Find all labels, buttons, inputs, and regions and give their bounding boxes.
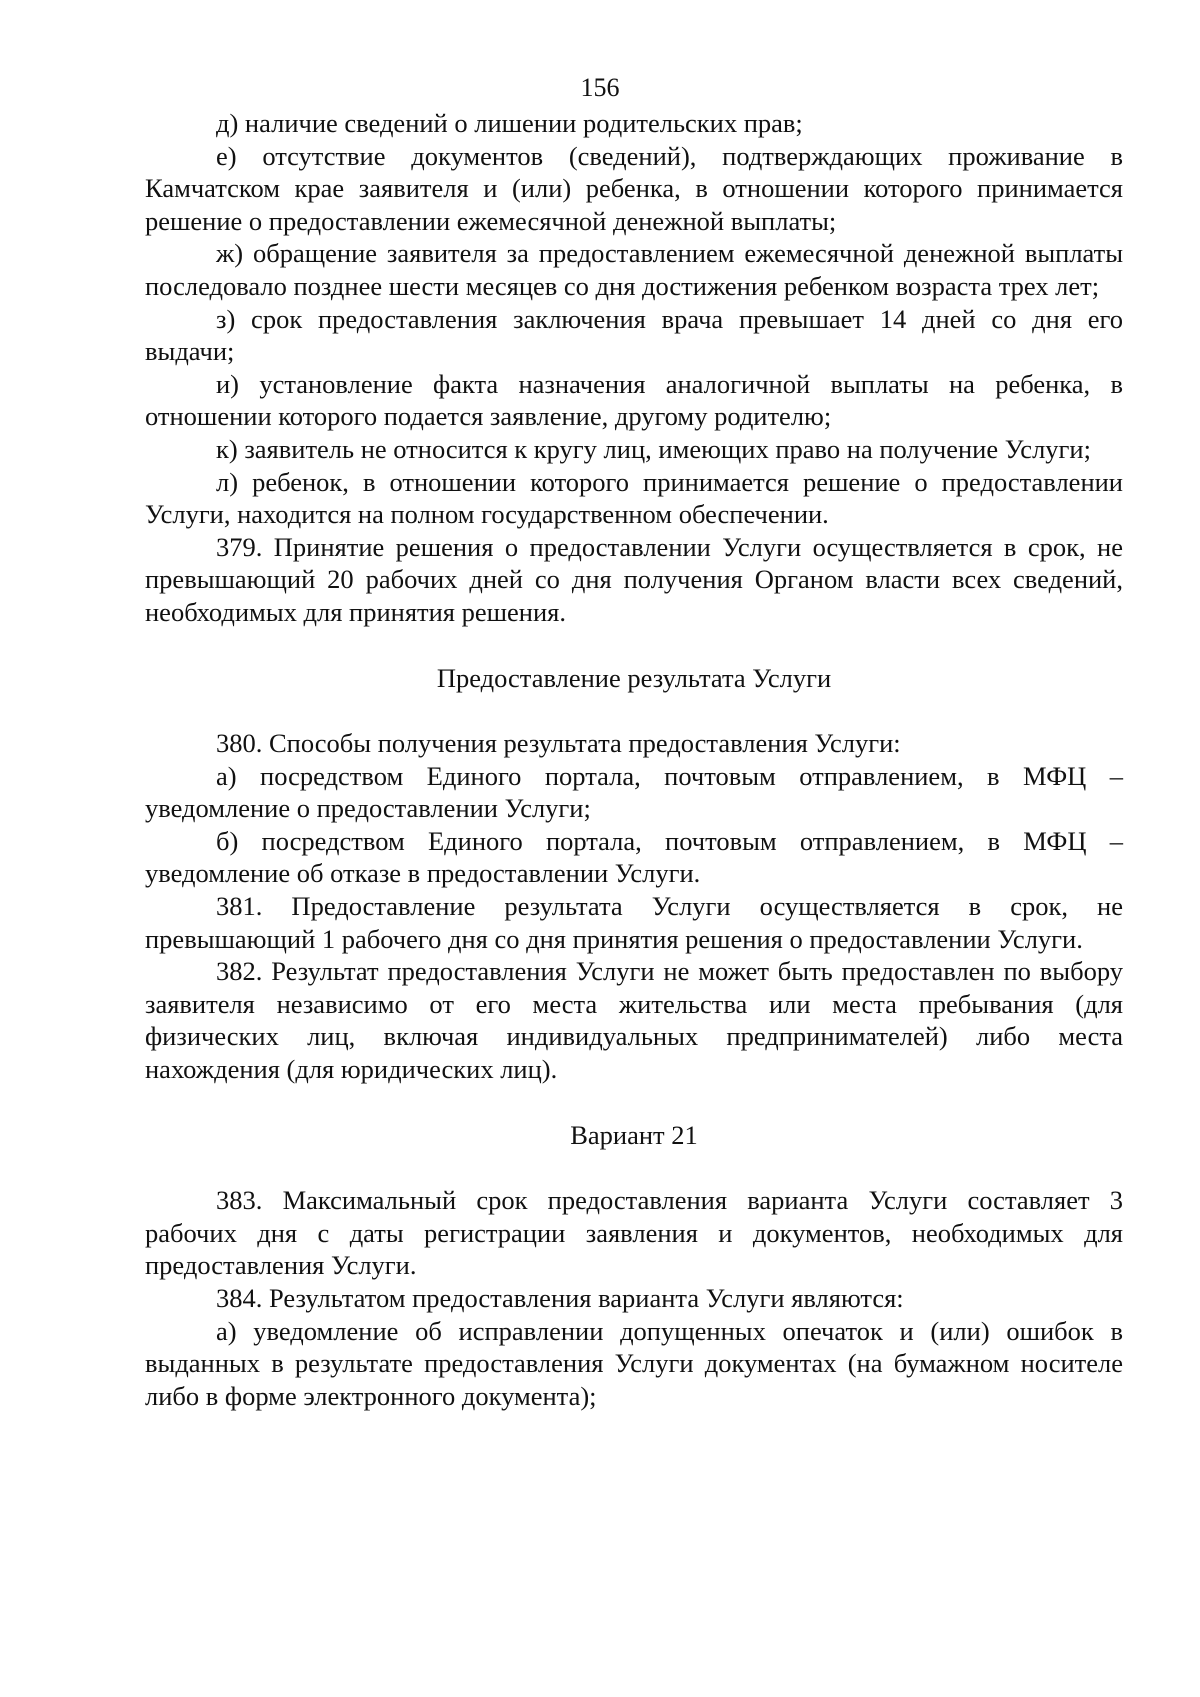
paragraph-380-a: а) посредством Единого портала, почтовым отправлением, в МФЦ – уведомление о предоставлении Услуги; [145,760,1123,824]
document-body [145,107,1123,1412]
paragraph-382: 382. Результат предоставления Услуги не может быть предоставлен по выбору заявителя независимо от его места жительства или места пребывания (для физических лиц, включая индивидуальных предпринимателей) либо места нахождения (для юридических лиц). [145,956,1123,1085]
paragraph-z: з) срок предоставления заключения врача превышает 14 дней со дня его выдачи; [145,303,1123,367]
paragraph-l: л) ребенок, в отношении которого принимается решение о предоставлении Услуги, находится на полном государственном обеспечении. [145,466,1123,530]
paragraph-i: и) установление факта назначения аналогичной выплаты на ребенка, в отношении которого подается заявление, другому родителю; [145,368,1123,432]
paragraph-380: 380. Способы получения результата предоставления Услуги: [216,728,901,759]
paragraph-380-b: б) посредством Единого портала, почтовым отправлением, в МФЦ – уведомление об отказе в предоставлении Услуги. [145,825,1123,889]
page-number: 156 [580,73,620,102]
paragraph-384: 384. Результатом предоставления варианта Услуги являются: [216,1283,904,1313]
section-heading-result: Предоставление результата Услуги [436,662,832,693]
paragraph-zh: ж) обращение заявителя за предоставлением ежемесячной денежной выплаты последовало позднее шести месяцев со дня достижения ребенком возраста трех лет; [145,238,1123,301]
paragraph-e: е) отсутствие документов (сведений), подтверждающих проживание в Камчатском крае заявителя и (или) ребенка, в отношении которого принимается решение о предоставлении ежемесячной денежной выплаты; [145,140,1123,236]
paragraph-379: 379. Принятие решения о предоставлении Услуги осуществляется в срок, не превышающий 20 рабочих дней со дня получения Органом власти всех сведений, необходимых для принятия решения. [145,531,1123,627]
section-heading-variant: Вариант 21 [570,1119,698,1150]
paragraph-384-a: а) уведомление об исправлении допущенных опечаток и (или) ошибок в выданных в результате предоставления Услуги документах (на бумажном носителе либо в форме электронного документа); [145,1315,1123,1411]
paragraph-k: к) заявитель не относится к кругу лиц, имеющих право на получение Услуги; [216,433,1091,464]
paragraph-381: 381. Предоставление результата Услуги осуществляется в срок, не превышающий 1 рабочего дня со дня принятия решения о предоставлении Услуги. [145,891,1123,954]
paragraph-383: 383. Максимальный срок предоставления варианта Услуги составляет 3 рабочих дня с даты регистрации заявления и документов, необходимых для предоставления Услуги. [145,1185,1123,1281]
paragraph-d: д) наличие сведений о лишении родительских прав; [216,108,803,138]
